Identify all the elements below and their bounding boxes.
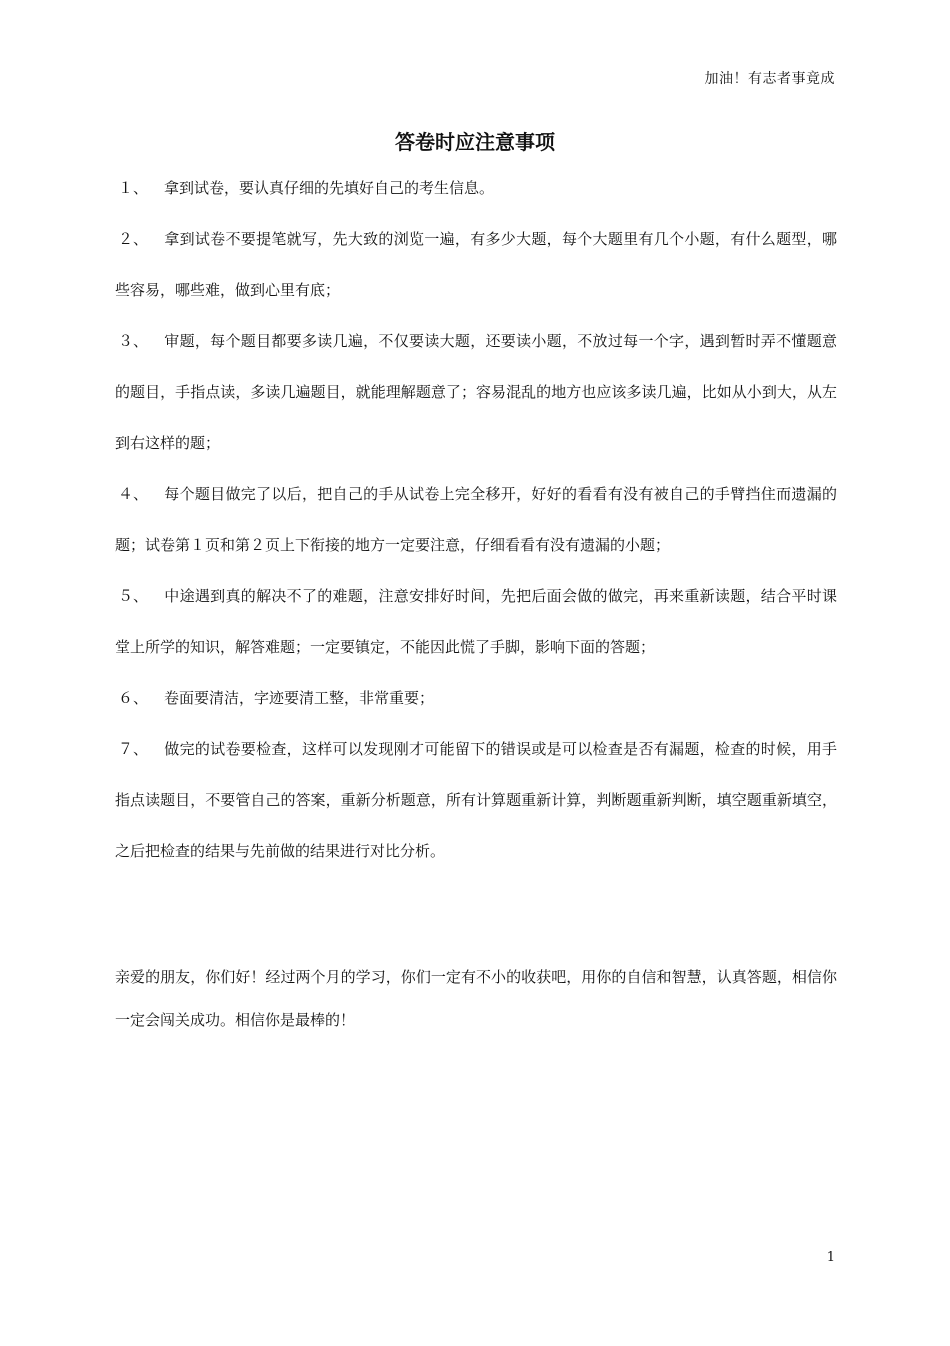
item-text: 做完的试卷要检查，这样可以发现刚才可能留下的错误或是可以检查是否有漏题，检查的时候，用手指点读题目，不要管自己的答案，重新分析题意，所有计算题重新计算，判断题重新判断，填空题重新填空，之后把检查的结果与先前做的结果进行对比分析。 [115,740,837,860]
item-number: ６、 [118,689,149,707]
item-number: ４、 [118,485,149,503]
item-number: ５、 [118,587,149,605]
item-text: 中途遇到真的解决不了的难题，注意安排好时间，先把后面会做的做完，再来重新读题，结合平时课堂上所学的知识，解答难题；一定要镇定，不能因此慌了手脚，影响下面的答题； [115,587,837,656]
closing-message: 亲爱的朋友，你们好！经过两个月的学习，你们一定有不小的收获吧，用你的自信和智慧，认真答题，相信你一定会闯关成功。相信你是最棒的！ [115,968,837,1029]
page-number: 1 [826,1250,835,1265]
header-motto: 加油！有志者事竟成 [704,71,835,87]
list-item [115,673,837,724]
item-number: ２、 [118,230,149,248]
item-text: 每个题目做完了以后，把自己的手从试卷上完全移开，好好的看看有没有被自己的手臂挡住而遗漏的题；试卷第１页和第２页上下衔接的地方一定要注意，仔细看看有没有遗漏的小题； [115,485,837,554]
notice-list [115,163,837,877]
list-item [115,469,837,571]
item-number: ３、 [118,332,149,350]
list-item [115,214,837,316]
page-title: 答卷时应注意事项 [395,130,555,154]
item-text: 拿到试卷，要认真仔细的先填好自己的考生信息。 [164,179,495,197]
list-item [115,571,837,673]
item-text: 卷面要清洁，字迹要清工整，非常重要； [164,689,435,707]
item-text: 审题，每个题目都要多读几遍，不仅要读大题，还要读小题，不放过每一个字，遇到暂时弄不懂题意的题目，手指点读，多读几遍题目，就能理解题意了；容易混乱的地方也应该多读几遍，比如从小到大，从左到右这样的题； [115,332,837,452]
item-text: 拿到试卷不要提笔就写，先大致的浏览一遍，有多少大题，每个大题里有几个小题，有什么题型，哪些容易，哪些难，做到心里有底； [115,230,837,299]
list-item [115,724,837,877]
list-item [115,163,837,214]
item-number: １、 [118,179,149,197]
list-item [115,316,837,469]
item-number: ７、 [118,740,149,758]
